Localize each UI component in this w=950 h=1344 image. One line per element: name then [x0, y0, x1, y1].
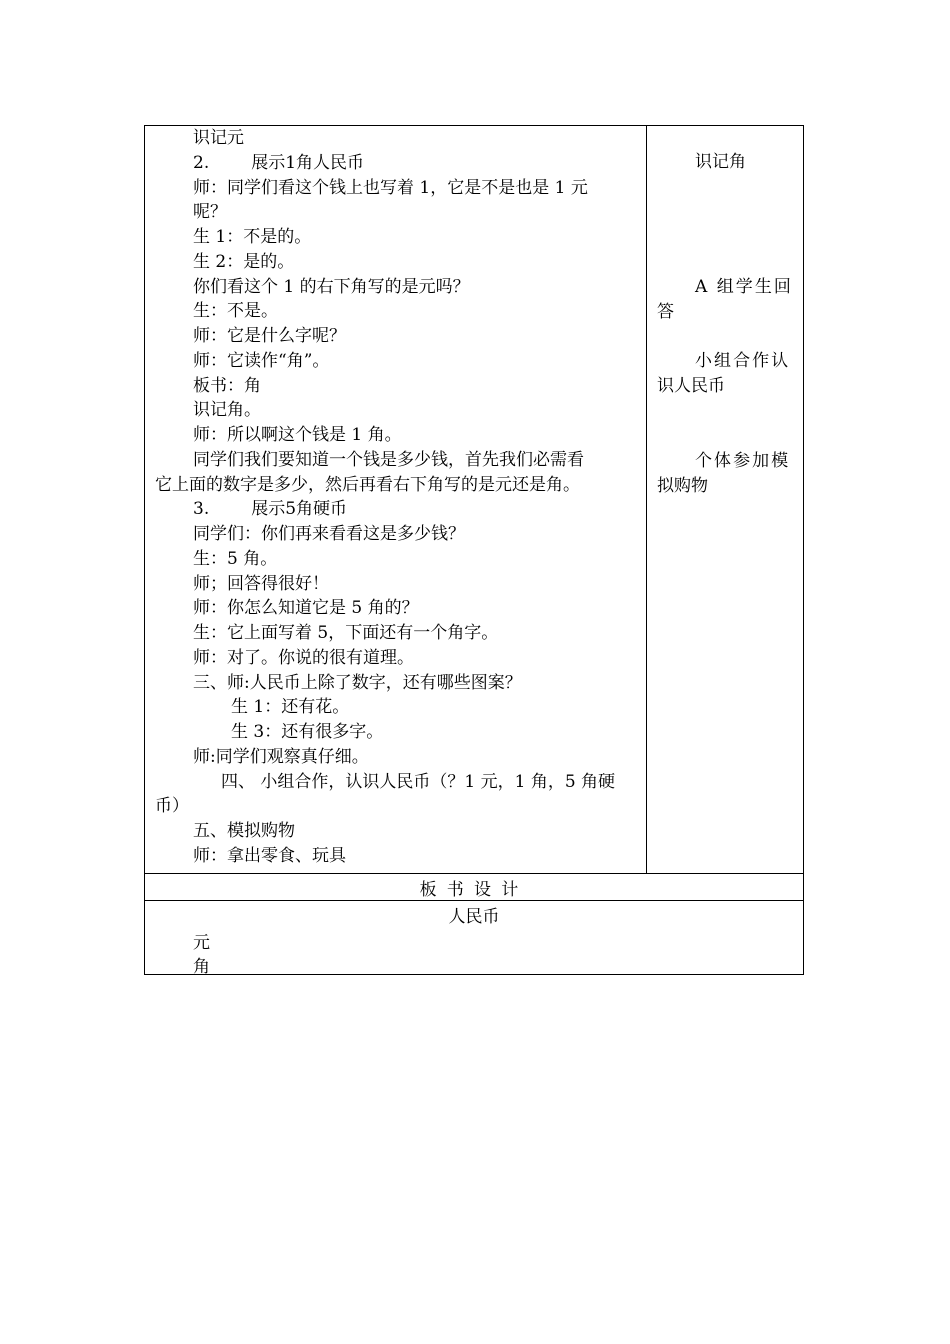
board-design-cell [145, 901, 803, 977]
process-line: 币） [155, 796, 189, 817]
process-line: 四、 小组合作，认识人民币（？1 元，1 角，5 角硬 [221, 771, 616, 792]
step-title: 展示1角人民币 [251, 152, 365, 173]
process-line: 同学们：你们再来看看这是多少钱？ [193, 524, 465, 544]
board-title: 人民币 [448, 907, 500, 927]
process-line: 师；回答得很好！ [193, 573, 329, 594]
process-line: 五、模拟购物 [193, 821, 295, 841]
process-line: 生 2：是的。 [193, 251, 295, 272]
process-line: 师：它读作“角”。 [193, 350, 330, 371]
process-line: 呢？ [193, 202, 227, 223]
process-line: 生 1：还有花。 [231, 697, 350, 718]
student-activity-cell [647, 126, 803, 873]
process-line: 师：拿出零食、玩具 [193, 845, 346, 866]
student-activity-note [657, 449, 797, 499]
process-line: 生：不是。 [193, 301, 278, 322]
process-line: 师：它是什么字呢？ [193, 326, 346, 346]
process-line: 它上面的数字是多少，然后再看右下角写的是元还是角。 [155, 474, 580, 495]
process-line: 同学们我们要知道一个钱是多少钱，首先我们必需看 [193, 449, 584, 470]
step-title: 展示5角硬币 [251, 499, 348, 520]
process-line: 三、师:人民币上除了数字，还有哪些图案？ [193, 672, 522, 693]
lesson-process-row [145, 126, 803, 874]
process-line: 师:同学们观察真仔细。 [193, 746, 369, 767]
process-line: 生 3：还有很多字。 [231, 722, 384, 742]
process-line: 师：同学们看这个钱上也写着 1，它是不是也是 1 元 [193, 177, 588, 198]
student-activity-note [657, 150, 797, 175]
student-activity-note [657, 275, 797, 325]
process-line: 师：对了。你说的很有道理。 [193, 647, 414, 668]
note-line: 识记角 [695, 152, 746, 172]
process-line: 生 1：不是的。 [193, 227, 312, 247]
student-activity-note [657, 349, 797, 399]
process-line: 你们看这个 1 的右下角写的是元吗？ [193, 276, 470, 297]
note-line: 个体参加模 [695, 451, 791, 471]
process-line: 师：所以啊这个钱是 1 角。 [193, 425, 402, 445]
board-design-header-label: 板书设计 [419, 879, 529, 900]
board-item-jiao: 角 [193, 957, 210, 977]
process-line: 识记元 [193, 128, 244, 148]
step-number: 3. [193, 499, 210, 520]
process-line: 生：它上面写着 5，下面还有一个角字。 [193, 623, 499, 643]
process-line: 师：你怎么知道它是 5 角的？ [193, 598, 419, 619]
step-number: 2. [193, 152, 210, 173]
process-line [155, 151, 640, 176]
board-item-yuan: 元 [193, 933, 210, 953]
note-line: 识人民币 [657, 375, 725, 396]
note-line: 答 [657, 301, 674, 322]
lesson-plan-table [144, 125, 804, 975]
process-line: 识记角。 [193, 400, 261, 421]
note-line: 小组合作认 [695, 351, 791, 371]
board-design-header [145, 874, 803, 901]
process-line: 生：5 角。 [193, 548, 278, 569]
note-line: 拟购物 [657, 475, 708, 496]
process-line: 板书：角 [193, 375, 261, 396]
teaching-process-cell [145, 126, 647, 873]
note-line: A 组学生回 [695, 277, 793, 297]
process-line [155, 497, 640, 522]
